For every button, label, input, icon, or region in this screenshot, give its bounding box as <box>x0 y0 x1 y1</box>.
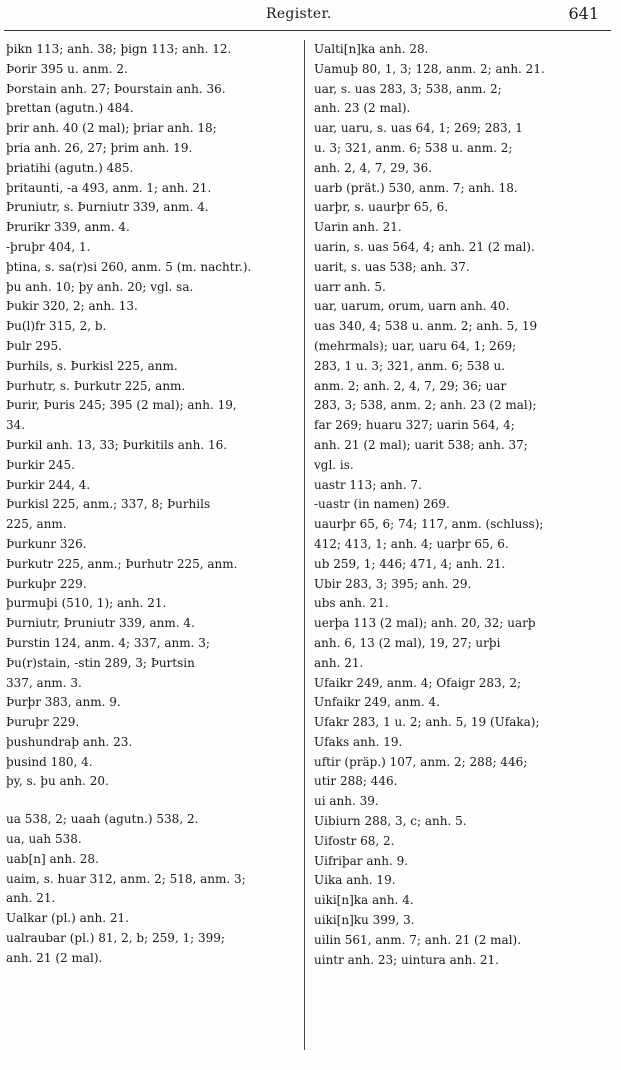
index-line: Ufakr 283, 1 u. 2; anh. 5, 19 (Ufaka); <box>314 715 540 730</box>
index-line: 412; 413, 1; anh. 4; uarþr 65, 6. <box>314 536 509 551</box>
index-line: Þurstin 124, anm. 4; 337, anm. 3; <box>6 635 210 650</box>
index-line: uarit, s. uas 538; anh. 37. <box>314 259 470 274</box>
index-line: uas 340, 4; 538 u. anm. 2; anh. 5, 19 <box>314 319 538 334</box>
index-line: uarin, s. uas 564, 4; anh. 21 (2 mal). <box>314 239 535 254</box>
index-line: þushundraþ anh. 23. <box>6 734 133 749</box>
index-line: þy, s. þu anh. 20. <box>6 774 109 789</box>
left-column <box>6 40 296 969</box>
index-line: Uamuþ 80, 1, 3; 128, anm. 2; anh. 21. <box>314 61 545 76</box>
index-line: þtina, s. sa(r)si 260, anm. 5 (m. nachtr.). <box>6 259 252 274</box>
index-line: 337, anm. 3. <box>6 675 82 690</box>
header-rule <box>4 30 611 31</box>
index-line: Þurkutr 225, anm.; Þurhutr 225, anm. <box>6 556 238 571</box>
running-title: Register. <box>266 6 332 22</box>
index-line: Þulr 295. <box>6 338 62 353</box>
index-line: Þurkisl 225, anm.; 337, 8; Þurhils <box>6 497 211 512</box>
index-line: uiki[n]ku 399, 3. <box>314 913 415 928</box>
index-line: Þruniutr, s. Þurniutr 339, anm. 4. <box>6 200 209 215</box>
index-line: Þurkir 245. <box>6 457 75 472</box>
index-line: Þurkil anh. 13, 33; Þurkitils anh. 16. <box>6 437 228 452</box>
index-line: þriatihi (agutn.) 485. <box>6 160 134 175</box>
index-line: Uika anh. 19. <box>314 873 396 888</box>
index-line: uerþa 113 (2 mal); anh. 20, 32; uarþ <box>314 616 536 631</box>
index-line: Þurþr 383, anm. 9. <box>6 695 121 710</box>
index-line: 225, anm. <box>6 517 67 532</box>
index-line: Þuruþr 229. <box>6 715 80 730</box>
index-line: Þorir 395 u. anm. 2. <box>6 61 128 76</box>
index-line: þusind 180, 4. <box>6 754 93 769</box>
index-line: þritaunti, -a 493, anm. 1; anh. 21. <box>6 180 212 195</box>
index-line: ualraubar (pl.) 81, 2, b; 259, 1; 399; <box>6 931 225 946</box>
index-line: anh. 21 (2 mal). <box>6 950 103 965</box>
index-line: Þurniutr, Þruniutr 339, anm. 4. <box>6 616 195 631</box>
index-line: Þu(r)stain, -stin 289, 3; Þurtsin <box>6 655 195 670</box>
index-line: 283, 3; 538, anm. 2; anh. 23 (2 mal); <box>314 398 537 413</box>
index-line: uar, uarum, orum, uarn anh. 40. <box>314 299 510 314</box>
index-line: Uibiurn 288, 3, c; anh. 5. <box>314 814 467 829</box>
index-line: uastr 113; anh. 7. <box>314 477 422 492</box>
index-line: vgl. is. <box>314 457 354 472</box>
index-line: -uastr (in namen) 269. <box>314 497 450 512</box>
index-line: Ufaks anh. 19. <box>314 734 403 749</box>
index-line: uab[n] anh. 28. <box>6 851 99 866</box>
index-line: þrettan (agutn.) 484. <box>6 101 134 116</box>
index-line: uarþr, s. uaurþr 65, 6. <box>314 200 449 215</box>
page-number: 641 <box>568 4 599 23</box>
index-line: anm. 2; anh. 2, 4, 7, 29; 36; uar <box>314 378 507 393</box>
index-line: uftir (präp.) 107, anm. 2; 288; 446; <box>314 754 528 769</box>
index-line: Ufaikr 249, anm. 4; Ofaigr 283, 2; <box>314 675 521 690</box>
index-line: þu anh. 10; þy anh. 20; vgl. sa. <box>6 279 194 294</box>
index-line: ua 538, 2; uaah (agutn.) 538, 2. <box>6 812 199 827</box>
index-line: uaurþr 65, 6; 74; 117, anm. (schluss); <box>314 517 544 532</box>
index-line: uiki[n]ka anh. 4. <box>314 893 414 908</box>
index-line: Þukir 320, 2; anh. 13. <box>6 299 138 314</box>
index-line: u. 3; 321, anm. 6; 538 u. anm. 2; <box>314 140 513 155</box>
index-line: Uifriþar anh. 9. <box>314 853 409 868</box>
index-line: Ualkar (pl.) anh. 21. <box>6 911 129 926</box>
index-line: uilin 561, anm. 7; anh. 21 (2 mal). <box>314 932 522 947</box>
index-line: þria anh. 26, 27; þrim anh. 19. <box>6 140 193 155</box>
index-line: anh. 21. <box>314 655 364 670</box>
index-line: þrir anh. 40 (2 mal); þriar anh. 18; <box>6 121 217 136</box>
index-line: 283, 1 u. 3; 321, anm. 6; 538 u. <box>314 358 506 373</box>
index-line: uarb (prät.) 530, anm. 7; anh. 18. <box>314 180 518 195</box>
index-line: Þurkunr 326. <box>6 536 87 551</box>
index-line: Þurir, Þuris 245; 395 (2 mal); anh. 19, <box>6 398 237 413</box>
index-line: anh. 21. <box>6 891 56 906</box>
index-line: Unfaikr 249, anm. 4. <box>314 695 440 710</box>
index-line: þurmuþi (510, 1); anh. 21. <box>6 596 167 611</box>
index-line: ub 259, 1; 446; 471, 4; anh. 21. <box>314 556 506 571</box>
column-divider <box>304 40 305 1050</box>
index-line: (mehrmals); uar, uaru 64, 1; 269; <box>314 338 517 353</box>
index-line: Þrurikr 339, anm. 4. <box>6 220 130 235</box>
index-line: Þurkir 244, 4. <box>6 477 91 492</box>
index-line: Ubir 283, 3; 395; anh. 29. <box>314 576 472 591</box>
index-line: anh. 2, 4, 7, 29, 36. <box>314 160 433 175</box>
index-line: þikn 113; anh. 38; þign 113; anh. 12. <box>6 42 232 56</box>
index-line: Þorstain anh. 27; Þourstain anh. 36. <box>6 81 226 96</box>
index-line: uarr anh. 5. <box>314 279 386 294</box>
index-line: Þurhutr, s. Þurkutr 225, anm. <box>6 378 186 393</box>
index-line: far 269; huaru 327; uarin 564, 4; <box>314 418 515 433</box>
index-line: Þurhils, s. Þurkisl 225, anm. <box>6 358 178 373</box>
index-line: Uarin anh. 21. <box>314 220 402 235</box>
index-line: uaim, s. huar 312, anm. 2; 518, anm. 3; <box>6 871 246 886</box>
index-line: utir 288; 446. <box>314 774 398 789</box>
index-line: Uifostr 68, 2. <box>314 833 395 848</box>
index-line: anh. 21 (2 mal); uarit 538; anh. 37; <box>314 437 528 452</box>
index-line: Þu(l)fr 315, 2, b. <box>6 319 107 334</box>
index-line: uar, s. uas 283, 3; 538, anm. 2; <box>314 81 502 96</box>
index-line: uar, uaru, s. uas 64, 1; 269; 283, 1 <box>314 121 523 136</box>
index-line: ui anh. 39. <box>314 794 379 809</box>
index-line: 34. <box>6 418 26 433</box>
index-line: anh. 23 (2 mal). <box>314 101 411 116</box>
index-line: Ualti[n]ka anh. 28. <box>314 42 429 56</box>
index-line: uintr anh. 23; uintura anh. 21. <box>314 952 499 967</box>
page-header <box>0 4 621 28</box>
section-gap <box>6 792 296 810</box>
index-line: Þurkuþr 229. <box>6 576 87 591</box>
index-line: ubs anh. 21. <box>314 596 389 611</box>
index-line: ua, uah 538. <box>6 832 82 847</box>
index-line: anh. 6, 13 (2 mal), 19, 27; urþi <box>314 635 501 650</box>
right-column <box>314 40 604 970</box>
index-line: -þruþr 404, 1. <box>6 239 91 254</box>
